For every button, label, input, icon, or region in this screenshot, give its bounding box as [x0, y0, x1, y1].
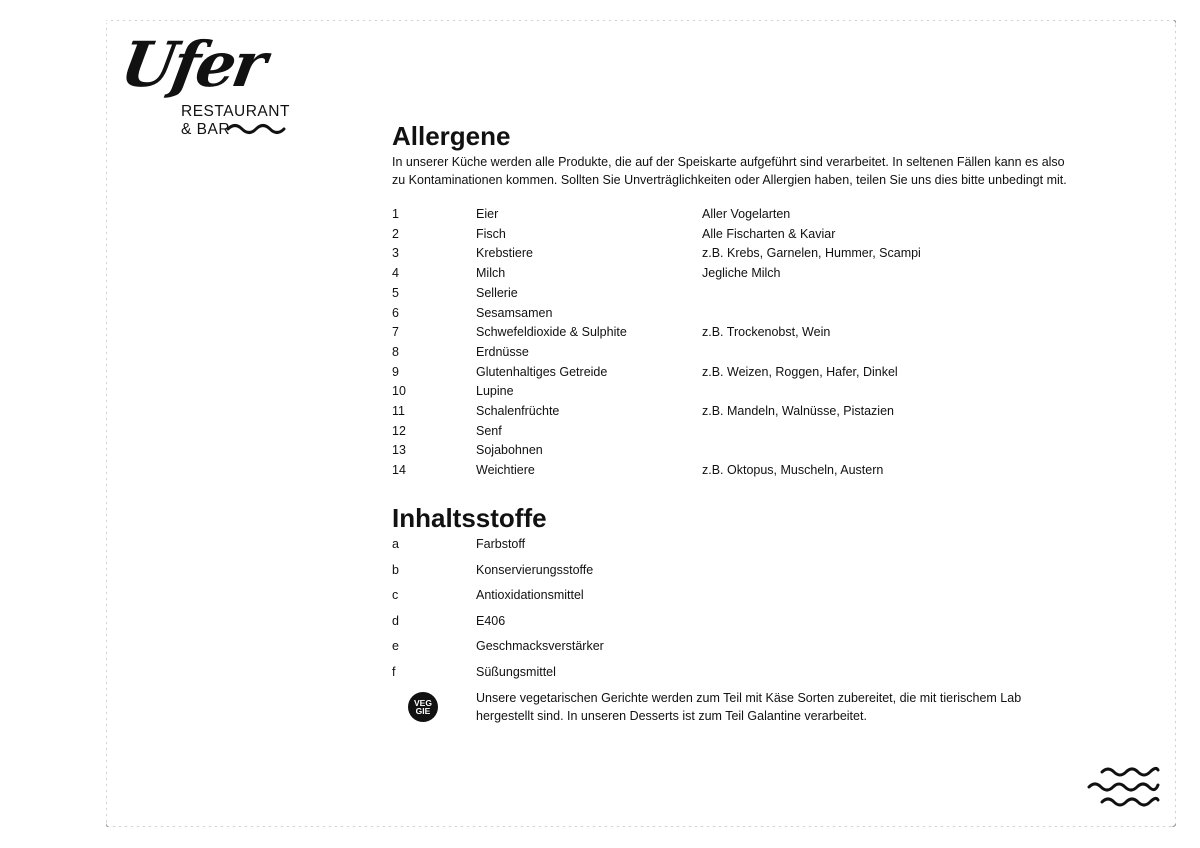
allergen-name: Sojabohnen: [476, 443, 543, 458]
allergen-number: 7: [392, 325, 399, 340]
waves-icon: [1086, 764, 1162, 810]
allergen-name: Erdnüsse: [476, 344, 529, 359]
inhaltsstoff-name: Farbstoff: [476, 537, 526, 551]
inhaltsstoff-letter: d: [392, 613, 399, 628]
allergen-name: Schalenfrüchte: [476, 404, 560, 418]
inhaltsstoff-name: Antioxidationsmittel: [476, 588, 584, 603]
allergen-name: Schwefeldioxide & Sulphite: [476, 325, 627, 340]
veggie-icon: [408, 692, 438, 722]
allergen-row: [392, 283, 1092, 303]
allergen-name: Sellerie: [476, 285, 518, 300]
inhaltsstoff-letter: f: [392, 665, 396, 679]
allergen-number: 13: [392, 443, 406, 458]
allergen-row: [392, 460, 1092, 480]
allergen-number: 6: [392, 305, 399, 320]
allergen-row: [392, 204, 1092, 224]
allergen-name: Lupine: [476, 384, 514, 399]
allergen-description: z.B. Weizen, Roggen, Hafer, Dinkel: [702, 364, 898, 379]
logo-script: Ufer: [115, 28, 270, 101]
logo-bar: & BAR: [181, 121, 231, 138]
inhaltsstoff-letter: e: [392, 639, 399, 654]
allergen-number: 3: [392, 246, 399, 261]
allergen-number: 8: [392, 344, 399, 359]
inhaltsstoff-row: [392, 662, 1092, 682]
inhaltsstoff-name: Süßungsmittel: [476, 665, 556, 679]
veggie-badge-line2: GIE: [415, 706, 431, 716]
allergen-number: 11: [392, 404, 405, 418]
allergen-row: [392, 401, 1092, 421]
allergen-description: Aller Vogelarten: [702, 207, 791, 221]
allergen-number: 14: [392, 463, 406, 478]
allergen-name: Glutenhaltiges Getreide: [476, 364, 608, 379]
allergen-number: 9: [392, 364, 399, 379]
allergen-row: [392, 303, 1092, 323]
allergene-intro: In unserer Küche werden alle Produkte, die auf der Speiskarte aufgeführt sind verarbeitet. In seltenen Fällen kann es also zu Kontaminationen kommen. Sollten Sie Unverträglichkeiten oder Allergien haben, teilen Sie uns dies bitte unbedingt mit.: [392, 155, 1067, 187]
inhaltsstoff-row: [392, 611, 1092, 631]
allergen-row: [392, 224, 1092, 244]
veggie-badge-line1: VEG: [414, 697, 432, 708]
allergen-row: [392, 381, 1092, 401]
veggie-note: Unsere vegetarischen Gerichte werden zum Teil mit Käse Sorten zubereitet, die mit tierischem Lab hergestellt sind. In unseren Desserts ist zum Teil Galantine verarbeitet.: [476, 691, 1022, 723]
allergen-row: [392, 342, 1092, 362]
allergen-number: 2: [392, 226, 399, 241]
inhaltsstoff-row: [392, 534, 1092, 554]
inhaltsstoff-name: E406: [476, 613, 506, 628]
allergen-name: Krebstiere: [476, 246, 533, 261]
logo-restaurant: RESTAURANT: [181, 103, 290, 120]
allergen-number: 5: [392, 285, 399, 300]
allergen-name: Fisch: [476, 226, 506, 241]
allergen-name: Senf: [476, 423, 502, 438]
allergen-name: Sesamsamen: [476, 305, 553, 320]
allergen-description: z.B. Krebs, Garnelen, Hummer, Scampi: [702, 246, 921, 261]
allergen-description: Jegliche Milch: [702, 266, 781, 281]
allergen-row: [392, 322, 1092, 342]
inhaltsstoffe-title: Inhaltsstoffe: [392, 503, 547, 533]
inhaltsstoff-letter: b: [392, 562, 399, 577]
inhaltsstoff-letter: a: [392, 537, 399, 551]
wave-icon: [226, 121, 286, 135]
inhaltsstoff-letter: c: [392, 588, 399, 603]
allergen-description: Alle Fischarten & Kaviar: [702, 226, 836, 241]
allergen-number: 4: [392, 266, 399, 281]
inhaltsstoff-name: Konservierungsstoffe: [476, 562, 594, 577]
allergen-row: [392, 263, 1092, 283]
allergen-row: [392, 440, 1092, 460]
allergen-number: 12: [392, 423, 406, 438]
allergen-row: [392, 421, 1092, 441]
allergen-number: 1: [392, 207, 399, 221]
allergene-title: Allergene: [392, 121, 511, 151]
inhaltsstoff-row: [392, 560, 1092, 580]
allergen-name: Milch: [476, 266, 506, 281]
allergen-description: z.B. Mandeln, Walnüsse, Pistazien: [702, 404, 894, 418]
inhaltsstoff-row: [392, 585, 1092, 605]
allergen-name: Eier: [476, 207, 499, 221]
inhaltsstoff-name: Geschmacksverstärker: [476, 639, 604, 654]
allergen-row: [392, 362, 1092, 382]
allergen-name: Weichtiere: [476, 463, 535, 478]
allergen-row: [392, 243, 1092, 263]
allergen-description: z.B. Oktopus, Muscheln, Austern: [702, 463, 884, 478]
restaurant-logo: [115, 28, 298, 142]
allergen-number: 10: [392, 384, 406, 399]
allergen-description: z.B. Trockenobst, Wein: [702, 325, 831, 340]
inhaltsstoff-row: [392, 636, 1092, 656]
